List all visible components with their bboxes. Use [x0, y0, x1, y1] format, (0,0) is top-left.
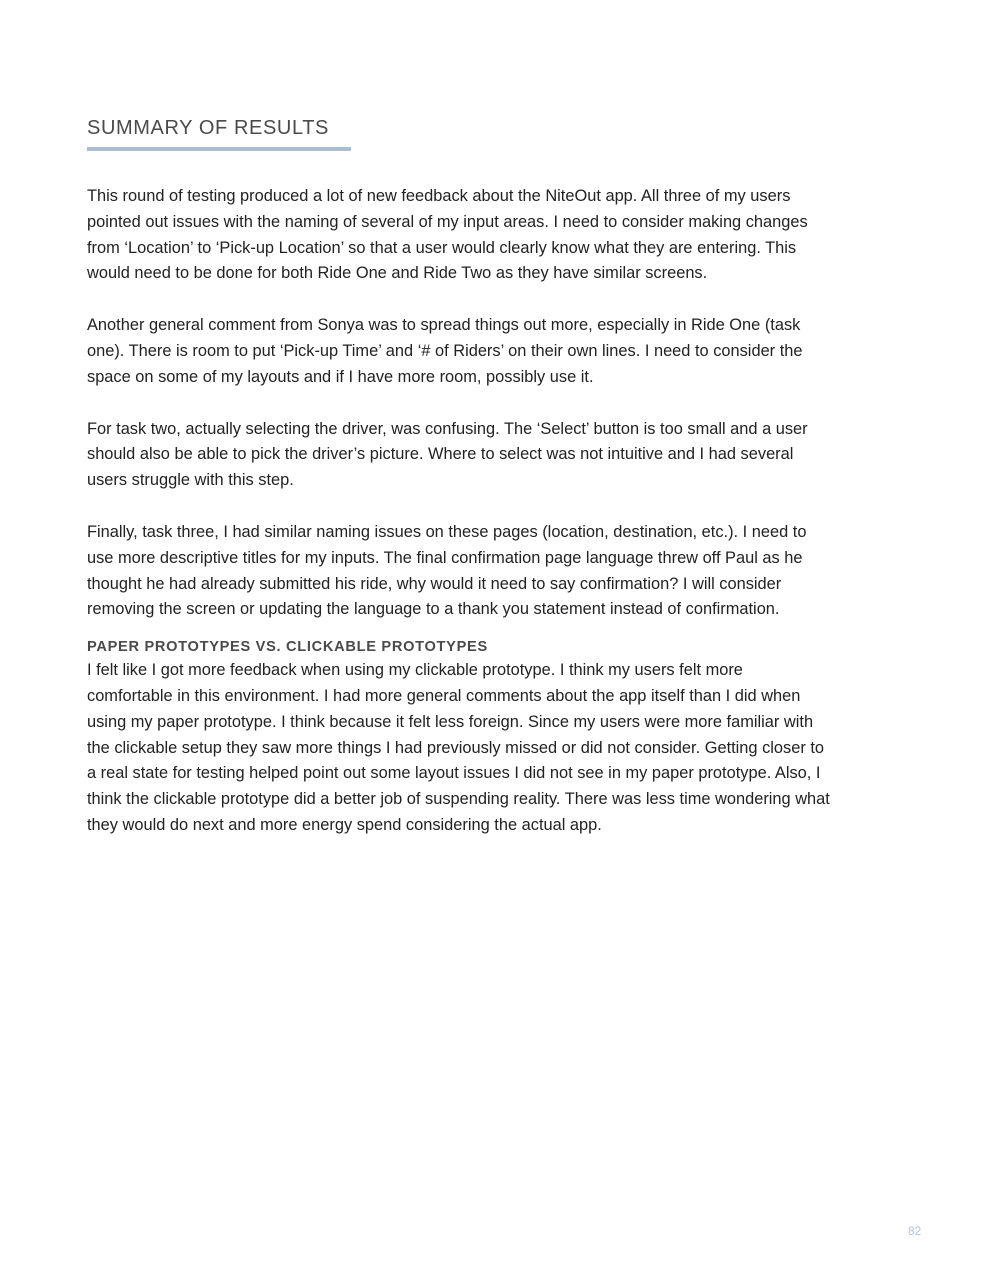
section-heading: SUMMARY OF RESULTS [87, 117, 329, 139]
paragraph-4: Finally, task three, I had similar naming issues on these pages (location, destination, etc.). I need to use more descriptive titles for my inputs. The final confirmation page language threw off Paul as he thought he had already submitted his ride, why would it need to say confirmation? I will consider removing the screen or updating the language to a thank you statement instead of confirmation. [87, 522, 807, 619]
paragraph-5: I felt like I got more feedback when using my clickable prototype. I think my users felt more comfortable in this environment. I had more general comments about the app itself than I did when using my paper prototype. I think because it felt less foreign. Since my users were more familiar with the clickable setup they saw more things I had previously missed or did not consider. Getting closer to a real state for testing helped point out some layout issues I did not see in my paper prototype. Also, I think the clickable prototype did a better job of suspending reality. There was less time wondering what they would do next and more energy spend considering the actual app. [87, 661, 830, 834]
heading-underline [87, 147, 351, 151]
body-text [87, 184, 832, 865]
paragraph-3: For task two, actually selecting the driver, was confusing. The ‘Select’ button is too small and a user should also be able to pick the driver’s picture. Where to select was not intuitive and I had several users struggle with this step. [87, 419, 808, 490]
paragraph-2: Another general comment from Sonya was to spread things out more, especially in Ride One (task one). There is room to put ‘Pick-up Time’ and ‘# of Riders’ on their own lines. I need to consider the space on some of my layouts and if I have more room, possibly use it. [87, 316, 803, 386]
page-number: 82 [908, 1224, 922, 1238]
paragraph-1: This round of testing produced a lot of new feedback about the NiteOut app. All three of my users pointed out issues with the naming of several of my input areas. I need to consider making changes from ‘Location’ to ‘Pick-up Location’ so that a user would clearly know what they are entering. This would need to be done for both Ride One and Ride Two as they have similar screens. [87, 187, 808, 283]
subsection-heading: PAPER PROTOTYPES VS. CLICKABLE PROTOTYPES [87, 639, 488, 656]
